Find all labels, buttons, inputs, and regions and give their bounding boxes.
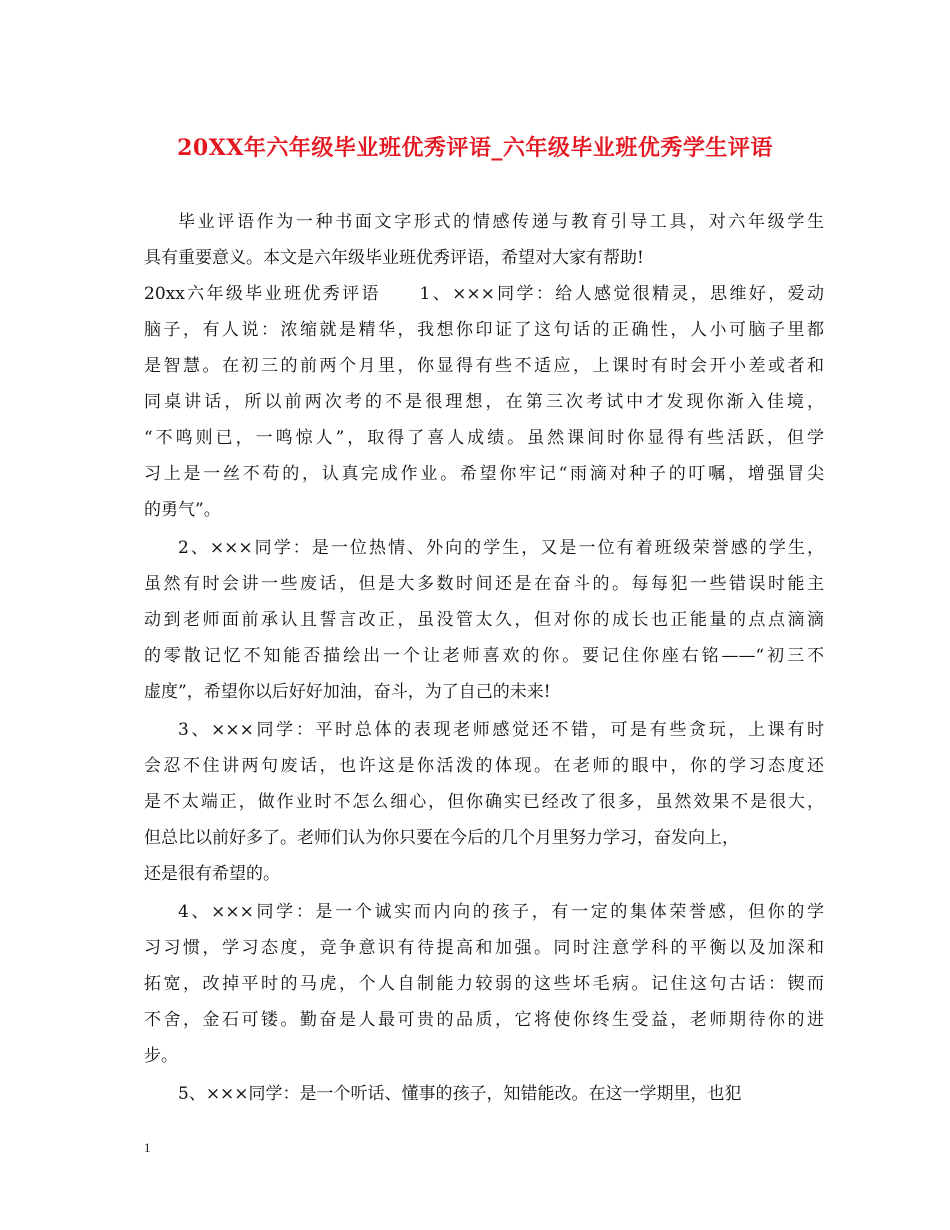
page-number: 1: [144, 1140, 151, 1155]
body-line: 脑子，有人说：浓缩就是精华，我想你印证了这句话的正确性，人小可脑子里都: [144, 320, 824, 340]
body-line: 但总比以前好多了。老师们认为你只要在今后的几个月里努力学习，奋发向上，: [144, 828, 739, 848]
body-line: 2、×××同学：是一位热情、外向的学生，又是一位有着班级荣誉感的学生，: [178, 538, 824, 558]
body-line: 会忍不住讲两句废话，也许这是你活泼的体现。在老师的眼中，你的学习态度还: [144, 756, 824, 776]
body-line: 具有重要意义。本文是六年级毕业班优秀评语，希望对大家有帮助!: [144, 248, 644, 268]
body-line: 的零散记忆不知能否描绘出一个让老师喜欢的你。要记住你座右铭——“初三不: [144, 646, 824, 666]
body-line: 习上是一丝不苟的，认真完成作业。希望你牢记“雨滴对种子的叮嘱，增强冒尖: [144, 464, 824, 484]
body-line: 的勇气”。: [144, 500, 221, 520]
body-line: 是智慧。在初三的前两个月里，你显得有些不适应，上课时有时会开小差或者和: [144, 356, 824, 376]
body-line: 虚度”，希望你以后好好加油，奋斗，为了自己的未来!: [144, 682, 551, 702]
body-line: 5、×××同学：是一个听话、懂事的孩子，知错能改。在这一学期里，也犯: [178, 1084, 742, 1104]
body-line: 虽然有时会讲一些废话，但是大多数时间还是在奋斗的。每每犯一些错误时能主: [144, 574, 824, 594]
body-line: 是不太端正，做作业时不怎么细心，但你确实已经改了很多，虽然效果不是很大，: [144, 792, 824, 812]
body-line: 不舍，金石可镂。勤奋是人最可贵的品质，它将使你终生受益，老师期待你的进: [144, 1010, 824, 1030]
body-line: 动到老师面前承认且誓言改正，虽没管太久，但对你的成长也正能量的点点滴滴: [144, 610, 824, 630]
body-line: 4、×××同学：是一个诚实而内向的孩子，有一定的集体荣誉感，但你的学: [178, 902, 824, 922]
document-title: 20XX年六年级毕业班优秀评语_六年级毕业班优秀学生评语: [177, 135, 773, 161]
body-line: “不鸣则已，一鸣惊人”，取得了喜人成绩。虽然课间时你显得有些活跃，但学: [144, 428, 824, 448]
body-line: 毕业评语作为一种书面文字形式的情感传递与教育引导工具，对六年级学生: [178, 212, 824, 232]
body-line: 同桌讲话，所以前两次考的不是很理想，在第三次考试中才发现你渐入佳境，: [144, 392, 824, 412]
body-line: 步。: [144, 1046, 178, 1066]
body-line: 还是很有希望的。: [144, 864, 280, 884]
body-line: 拓宽，改掉平时的马虎，个人自制能力较弱的这些坏毛病。记住这句古话：锲而: [144, 974, 824, 994]
body-line: 习习惯，学习态度，竞争意识有待提高和加强。同时注意学科的平衡以及加深和: [144, 938, 824, 958]
body-line: 3、×××同学：平时总体的表现老师感觉还不错，可是有些贪玩，上课有时: [178, 720, 824, 740]
body-line: 20xx六年级毕业班优秀评语 1、×××同学：给人感觉很精灵，思维好，爱动: [144, 284, 824, 304]
